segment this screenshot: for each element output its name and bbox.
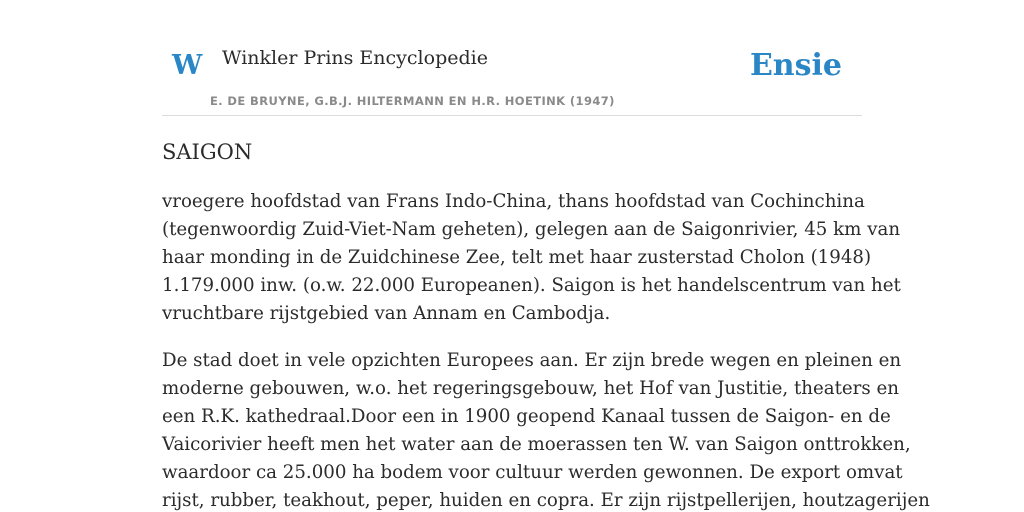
article-paragraph-2 bbox=[162, 347, 930, 512]
paragraph-line: (tegenwoordig Zuid-Viet-Nam geheten), gelegen aan de Saigonrivier, 45 km van bbox=[162, 219, 901, 241]
paragraph-line: De stad doet in vele opzichten Europees aan. Er zijn brede wegen en pleinen en bbox=[162, 350, 902, 372]
paragraph-line: rijst, rubber, teakhout, peper, huiden en copra. Er zijn rijstpellerijen, houtzagerijen bbox=[162, 490, 930, 512]
paragraph-line: haar monding in de Zuidchinese Zee, telt met haar zusterstad Cholon (1948) bbox=[162, 247, 872, 269]
publication-authors: E. DE BRUYNE, G.B.J. HILTERMANN EN H.R. HOETINK (1947) bbox=[210, 94, 615, 108]
paragraph-line: moderne gebouwen, w.o. het regeringsgebouw, het Hof van Justitie, theaters en bbox=[162, 378, 899, 400]
article-content bbox=[162, 140, 930, 512]
paragraph-line: Vaicorivier heeft men het water aan de moerassen ten W. van Saigon onttrokken, bbox=[162, 434, 911, 456]
paragraph-line: 1.179.000 inw. (o.w. 22.000 Europeanen). Saigon is het handelscentrum van het bbox=[162, 275, 901, 297]
encyclopedia-header bbox=[162, 40, 862, 116]
ensie-brand-logo[interactable]: Ensie bbox=[749, 48, 842, 83]
article-title: SAIGON bbox=[162, 140, 253, 164]
article-paragraph-1 bbox=[162, 188, 901, 328]
winkler-prins-logo[interactable]: W bbox=[172, 50, 203, 81]
paragraph-line: vruchtbare rijstgebied van Annam en Cambodja. bbox=[162, 303, 611, 325]
paragraph-line: waardoor ca 25.000 ha bodem voor cultuur werden gewonnen. De export omvat bbox=[162, 462, 903, 484]
paragraph-line: vroegere hoofdstad van Frans Indo-China, thans hoofdstad van Cochinchina bbox=[162, 191, 865, 213]
paragraph-line: een R.K. kathedraal.Door een in 1900 geopend Kanaal tussen de Saigon- en de bbox=[162, 406, 891, 428]
publication-title[interactable]: Winkler Prins Encyclopedie bbox=[222, 47, 488, 69]
